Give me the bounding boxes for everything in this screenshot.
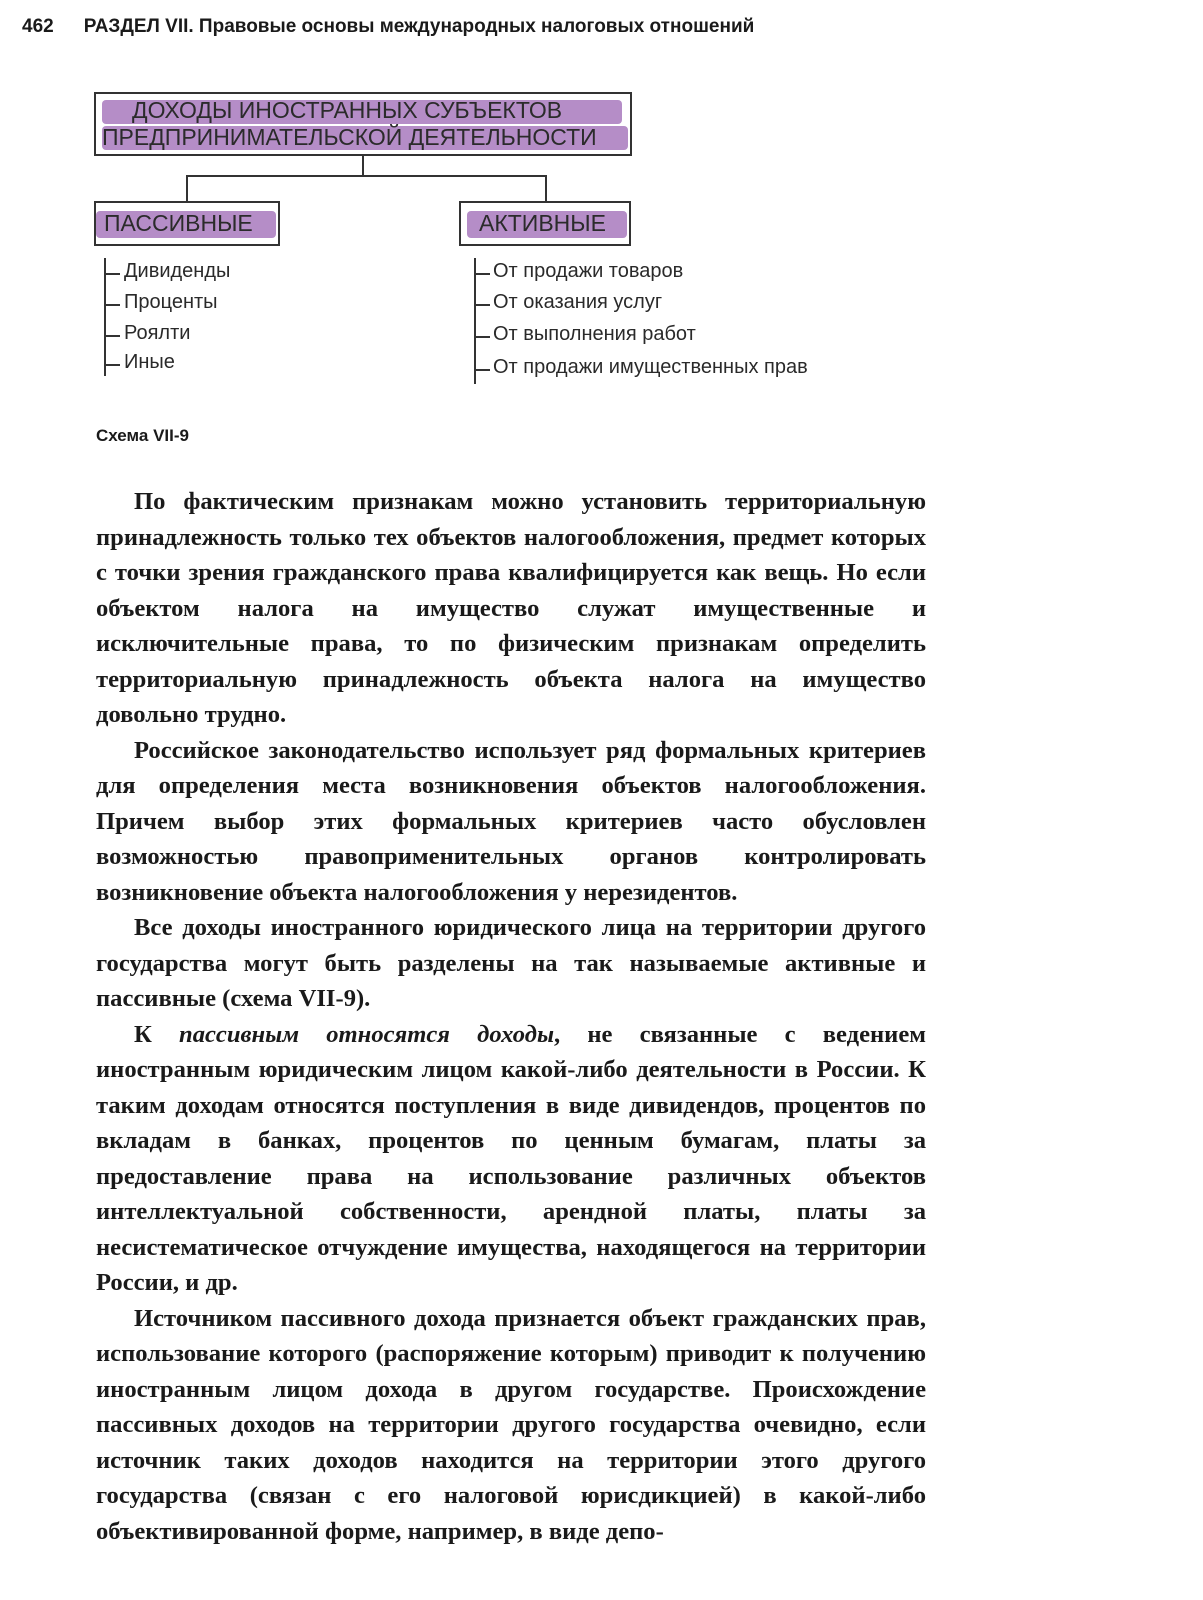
connector-left-drop (186, 175, 188, 201)
paragraph: Российское законодательство использует ряд формальных критериев для определения места возникновения объектов налогообложения. Причем выбор этих формальных критериев часто обусловлен возможностью правоприменительных органов контролировать возникновение объекта налогообложения у нерезидентов. (96, 736, 926, 906)
active-item: От продажи товаров (493, 260, 684, 282)
connector-stem (362, 156, 364, 176)
paragraph: Все доходы иностранного юридического лица на территории другого государства могут быть разделены на так называемые активные и пассивные (схема VII-9). (96, 914, 926, 1012)
active-tick-3 (474, 336, 490, 338)
income-scheme-diagram (0, 0, 1203, 420)
passive-tick-2 (104, 304, 120, 306)
top-box-line-1: ДОХОДЫ ИНОСТРАННЫХ СУБЪЕКТОВ (132, 97, 563, 123)
active-tick-4 (474, 369, 490, 371)
connector-horizontal (186, 175, 547, 177)
paragraph: Источником пассивного дохода признается объект гражданских прав, использование которого (распоряжение которым) приводит к получению иностранным лицом дохода в другом государстве. Происхождение пассивных доходов на территории другого государства очевидно, если источник таких доходов находится на территории этого другого государства (связан с его налоговой юрисдикцией) в какой-либо объективированной форме, например, в виде депо- (96, 1304, 926, 1545)
passive-list-spine (104, 258, 106, 376)
active-list-spine (474, 258, 476, 384)
paragraph (96, 1017, 926, 1301)
passive-item: Роялти (124, 322, 191, 344)
active-item: От продажи имущественных прав (493, 356, 808, 378)
active-box-label: АКТИВНЫЕ (479, 210, 606, 236)
passive-item: Проценты (124, 291, 218, 313)
passive-item: Иные (124, 351, 175, 373)
active-box (459, 201, 631, 246)
active-item: От выполнения работ (493, 323, 696, 345)
passive-tick-3 (104, 335, 120, 337)
header-title: РАЗДЕЛ VII. Правовые основы международных налоговых отношений (83, 16, 755, 37)
top-box (94, 92, 632, 156)
page-number: 462 (22, 16, 54, 37)
paragraph-lead: К (134, 1020, 180, 1048)
passive-tick-1 (104, 273, 120, 275)
connector-right-drop (545, 175, 547, 201)
paragraph: По фактическим признакам можно установить территориальную принадлежность только тех объектов налогообложения, предмет которых с точки зрения гражданского права квалифицируется как вещь. Но если объектом налога на имущество служат имущественные и исключительные права, то по физическим признакам определить территориальную принадлежность объекта налога на имущество довольно трудно. (96, 488, 926, 728)
active-tick-2 (474, 304, 490, 306)
body-text (96, 484, 926, 1549)
active-tick-1 (474, 273, 490, 275)
paragraph-rest: , не связанные с ведением иностранным юридическим лицом какой-либо деятельности в России. К таким доходам относятся поступления в виде дивидендов, процентов по вкладам в банках, процентов по ценным бумагам, платы за предоставление права на использование различных объектов интеллектуальной собственности, арендной платы, платы за несистематическое отчуждение имущества, находящегося на территории России, и др. (96, 1020, 926, 1296)
top-box-line-2: ПРЕДПРИНИМАТЕЛЬСКОЙ ДЕЯТЕЛЬНОСТИ (102, 124, 597, 150)
active-item: От оказания услуг (493, 291, 663, 313)
passive-tick-4 (104, 364, 120, 366)
passive-item: Дивиденды (124, 260, 231, 282)
passive-box-label: ПАССИВНЫЕ (104, 210, 253, 236)
figure-caption: Схема VII-9 (96, 426, 189, 445)
emphasized-term: пассивным относятся доходы (179, 1020, 555, 1048)
passive-box (94, 201, 280, 246)
